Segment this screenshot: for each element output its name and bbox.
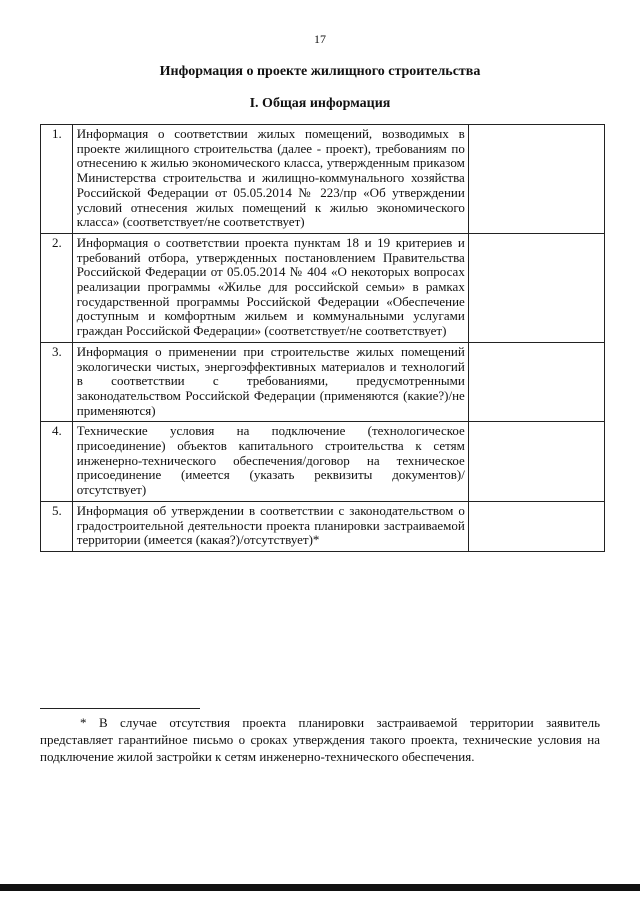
- footnote-divider: [40, 708, 200, 709]
- document-title: Информация о проекте жилищного строительства: [159, 64, 481, 79]
- row-text: Информация о применении при строительстве жилых помещений экологически чистых, энергоэффективных материалов и технологий в соответствии с требованиями, предусмотренными законодательством Российской Федерации (применяются (какие?)/не применяются): [72, 342, 468, 422]
- table-row: [41, 422, 605, 502]
- row-number: 2.: [41, 233, 73, 342]
- row-text: Технические условия на подключение (технологическое присоединение) объектов капитального строительства к сетям инженерно-технического обеспечения/договор на техническое присоединение (имеется (указать реквизиты документов)/отсутствует): [72, 422, 468, 502]
- general-info-table: [40, 124, 605, 552]
- page-number: 17: [314, 32, 326, 46]
- row-answer-cell: [468, 233, 604, 342]
- table-row: [41, 501, 605, 551]
- table-row: [41, 125, 605, 234]
- scan-edge-bar: [0, 884, 640, 891]
- row-answer-cell: [468, 342, 604, 422]
- row-number: 4.: [41, 422, 73, 502]
- row-answer-cell: [468, 501, 604, 551]
- row-answer-cell: [468, 125, 604, 234]
- row-number: 5.: [41, 501, 73, 551]
- row-text: Информация об утверждении в соответствии с законодательством о градостроительной деятельности проекта планировки застраиваемой территории (имеется (какая?)/отсутствует)*: [72, 501, 468, 551]
- row-answer-cell: [468, 422, 604, 502]
- footnote-text: * В случае отсутствия проекта планировки застраиваемой территории заявитель представляет гарантийное письмо о сроках утверждения такого проекта, технические условия на подключение жилой застройки к сетям инженерно-технического обеспечения.: [40, 715, 600, 764]
- row-number: 3.: [41, 342, 73, 422]
- section-title: I. Общая информация: [249, 96, 391, 111]
- row-text: Информация о соответствии проекта пунктам 18 и 19 критериев и требований отбора, утвержденных постановлением Правительства Российской Федерации от 05.05.2014 № 404 «О некоторых вопросах реализации программы «Жилье для российской семьи» в рамках государственной программы Российской Федерации «Обеспечение доступным и комфортным жильем и коммунальными услугами граждан Российской Федерации» (соответствует/не соответствует): [72, 233, 468, 342]
- table-row: [41, 342, 605, 422]
- row-number: 1.: [41, 125, 73, 234]
- row-text: Информация о соответствии жилых помещений, возводимых в проекте жилищного строительства (далее - проект), требованиям по отнесению к жилью экономического класса, утвержденным приказом Министерства строительства и жилищно-коммунального хозяйства Российской Федерации от 05.05.2014 № 223/пр «Об утверждении условий отнесения жилых помещений к жилью экономического класса» (соответствует/не соответствует): [72, 125, 468, 234]
- table-row: [41, 233, 605, 342]
